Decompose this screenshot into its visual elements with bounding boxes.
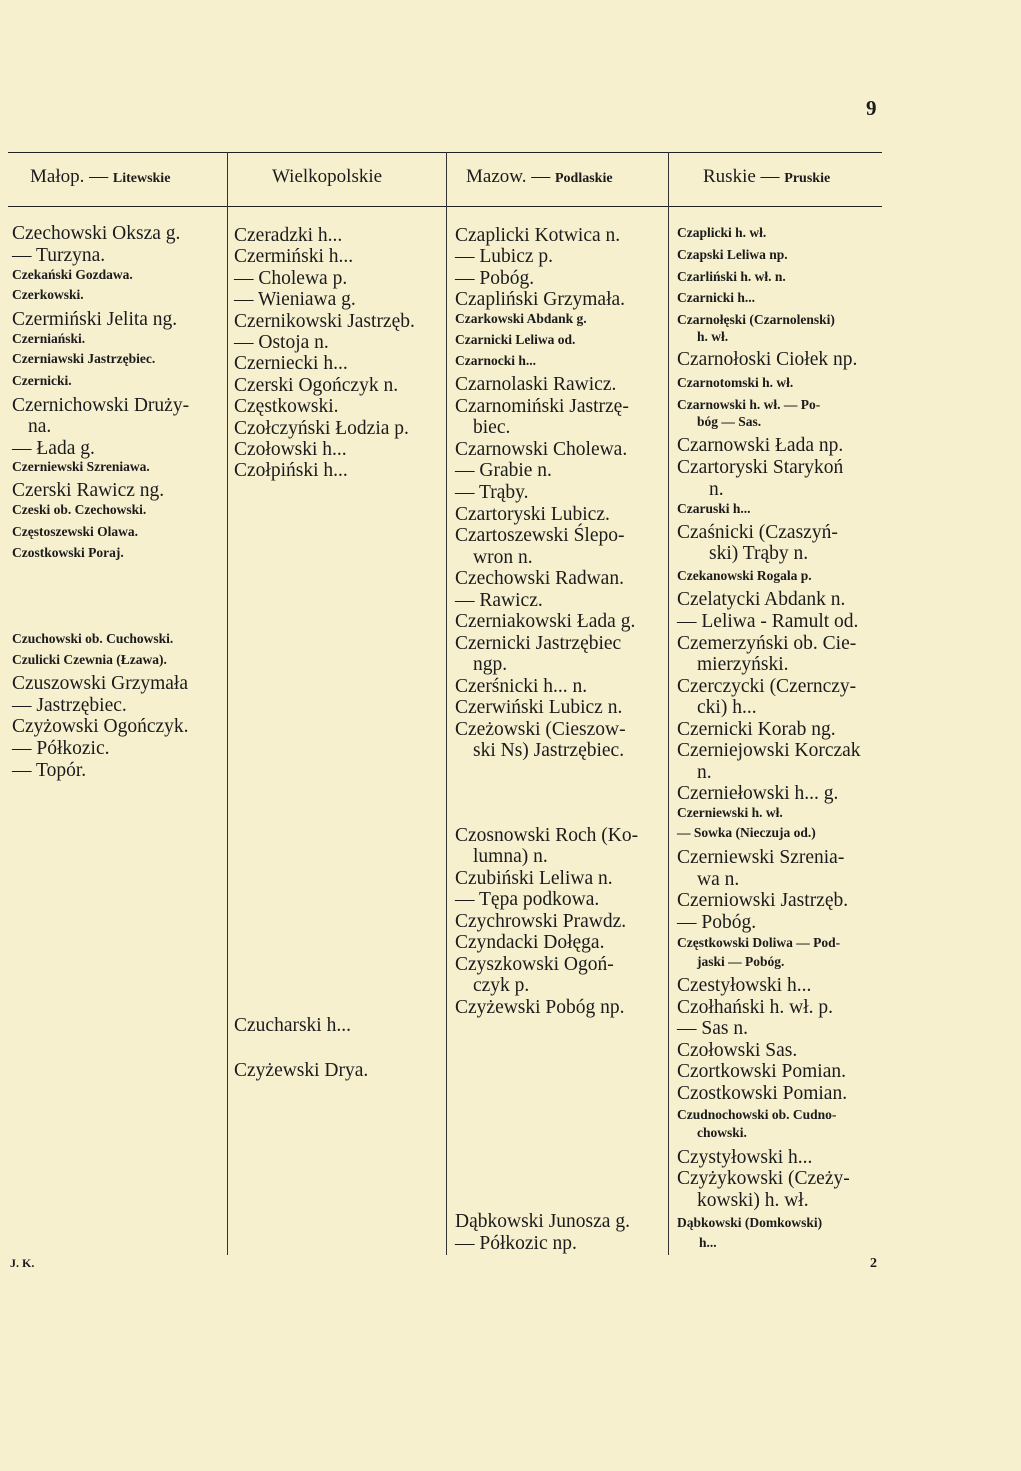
surname-entry: ski) Trąby n. [709, 543, 809, 564]
header-main: Małop. — [30, 166, 113, 187]
signature-mark: 2 [870, 1256, 877, 1271]
surname-entry: Czemerzyński ob. Cie- [677, 633, 857, 654]
surname-entry: Czekański Gozdawa. [12, 267, 133, 282]
surname-entry: Czerniański. [12, 331, 86, 346]
surname-entry: Czernicki Korab ng. [677, 719, 836, 740]
header-malopolskie [30, 166, 170, 188]
surname-entry: Czyżykowski (Czeży- [677, 1168, 850, 1189]
surname-entry: Czerniawski Jastrzębiec. [12, 351, 156, 366]
footer-initials: J. K. [10, 1256, 35, 1270]
surname-entry: Czerwiński Lubicz n. [455, 697, 623, 718]
surname-entry: ngp. [473, 654, 508, 675]
surname-entry: Czarnowski Łada np. [677, 435, 844, 456]
surname-entry: Czystyłowski h... [677, 1147, 813, 1168]
surname-entry: Czartoryski Lubicz. [455, 504, 610, 525]
surname-entry: — Topór. [12, 760, 87, 781]
surname-entry: — Tępa podkowa. [455, 889, 600, 910]
surname-entry: — Cholewa p. [234, 268, 348, 289]
surname-entry: Czerniakowski Łada g. [455, 611, 636, 632]
surname-entry: Czaruski h... [677, 501, 751, 516]
column-divider-3 [668, 152, 669, 1255]
surname-entry: — Łada g. [12, 438, 95, 459]
surname-entry: biec. [473, 417, 511, 438]
surname-entry: — Jastrzębiec. [12, 695, 127, 716]
surname-entry: Czarnomiński Jastrzę- [455, 396, 629, 417]
surname-entry: Czerski Rawicz ng. [12, 480, 165, 501]
surname-entry: — Rawicz. [455, 590, 543, 611]
surname-entry: Czyżowski Ogończyk. [12, 716, 189, 737]
surname-entry: Czerkowski. [12, 287, 84, 302]
header-ruskie [703, 166, 830, 188]
surname-entry: mierzyński. [697, 654, 789, 675]
surname-entry: Czernicki Jastrzębiec [455, 633, 622, 654]
surname-entry: lumna) n. [473, 846, 548, 867]
surname-entry: Czołhański h. wł. p. [677, 997, 833, 1018]
surname-entry: — Wieniawa g. [234, 289, 356, 310]
surname-entry: — Ostoja n. [234, 332, 329, 353]
surname-entry: Czermiński h... [234, 246, 354, 267]
surname-entry: Czapski Leliwa np. [677, 247, 788, 262]
surname-entry: Czarnowski h. wł. — Po- [677, 397, 821, 412]
surname-entry: Czubiński Leliwa n. [455, 868, 613, 889]
surname-entry: jaski — Pobóg. [697, 954, 785, 969]
surname-entry: na. [28, 416, 52, 437]
surname-entry: Czerniełowski h... g. [677, 783, 839, 804]
page-number: 9 [866, 96, 877, 120]
header-rule [8, 206, 882, 207]
surname-entry: czyk p. [473, 975, 530, 996]
surname-entry: Czortkowski Pomian. [677, 1061, 846, 1082]
surname-entry: — Pobóg. [677, 912, 757, 933]
surname-entry: Czelatycki Abdank n. [677, 589, 846, 610]
surname-entry: — Sowka (Nieczuja od.) [677, 825, 816, 840]
surname-entry: Czerśnicki h... n. [455, 676, 588, 697]
surname-entry: Czosnowski Roch (Ko- [455, 825, 639, 846]
surname-entry: Czekanowski Rogala p. [677, 568, 812, 583]
surname-entry: Czerniewski Szreniawa. [12, 459, 150, 474]
surname-entry: h. wł. [697, 329, 729, 344]
column-divider-1 [227, 152, 228, 1255]
surname-entry: Czarnotomski h. wł. [677, 375, 794, 390]
surname-entry: Czołowski h... [234, 439, 347, 460]
surname-entry: — Grabie n. [455, 460, 552, 481]
surname-entry: Czernicki. [12, 373, 72, 388]
header-sub: Pruskie [784, 171, 831, 186]
surname-entry: — Turzyna. [12, 245, 106, 266]
surname-entry: Czarnocki h... [455, 353, 536, 368]
surname-entry: Częstkowski Doliwa — Pod- [677, 935, 841, 950]
surname-entry: wron n. [473, 547, 533, 568]
surname-entry: — Lubicz p. [455, 246, 554, 267]
surname-entry: h... [699, 1235, 717, 1250]
surname-entry: Czerniewski Szrenia- [677, 847, 845, 868]
surname-entry: Czechowski Radwan. [455, 568, 624, 589]
surname-entry: — Półkozic np. [455, 1233, 577, 1254]
surname-entry: cki) h... [697, 697, 757, 718]
header-main: Ruskie — [703, 166, 785, 187]
surname-entry: n. [709, 479, 724, 500]
column-divider-2 [446, 152, 447, 1255]
surname-entry: — Półkozic. [12, 738, 110, 759]
surname-entry: Czuszowski Grzymała [12, 673, 188, 694]
header-wielkopolskie [272, 166, 382, 188]
surname-entry: Czarnołęski (Czarnolenski) [677, 312, 835, 327]
surname-entry: Czulicki Czewnia (Łzawa). [12, 652, 167, 667]
surname-entry: Czyżewski Pobóg np. [455, 997, 625, 1018]
surname-entry: bóg — Sas. [697, 414, 762, 429]
surname-entry: Czaplicki h. wł. [677, 225, 767, 240]
surname-entry: Czartoszewski Ślepo- [455, 525, 625, 546]
surname-entry: Czeski ob. Czechowski. [12, 502, 147, 517]
surname-entry: Dąbkowski (Domkowski) [677, 1215, 823, 1230]
surname-entry: — Pobóg. [455, 268, 535, 289]
surname-entry: Czerczycki (Czernczy- [677, 676, 857, 697]
surname-entry: Czudnochowski ob. Cudno- [677, 1107, 837, 1122]
surname-entry: chowski. [697, 1125, 747, 1140]
header-mazowieckie [466, 166, 613, 188]
surname-entry: Czarnicki h... [677, 290, 756, 305]
surname-entry: Czarliński h. wł. n. [677, 269, 786, 284]
surname-entry: Czołpiński h... [234, 460, 348, 481]
surname-entry: kowski) h. wł. [697, 1190, 809, 1211]
surname-entry: — Trąby. [455, 482, 529, 503]
surname-entry: Czerniejowski Korczak [677, 740, 861, 761]
surname-entry: Czapliński Grzymała. [455, 289, 626, 310]
surname-entry: Dąbkowski Junosza g. [455, 1211, 630, 1232]
surname-entry: Czostkowski Pomian. [677, 1083, 848, 1104]
surname-entry: Czartoryski Starykoń [677, 457, 844, 478]
surname-entry: Czołczyński Łodzia p. [234, 418, 409, 439]
surname-entry: Czaplicki Kotwica n. [455, 225, 621, 246]
surname-entry: Częstkowski. [234, 396, 339, 417]
top-rule [8, 152, 882, 153]
surname-entry: Czerniowski Jastrzęb. [677, 890, 849, 911]
surname-entry: Czaśnicki (Czaszyń- [677, 522, 838, 543]
surname-entry: Czyndacki Dołęga. [455, 932, 605, 953]
header-main: Mazow. — [466, 166, 555, 187]
header-sub: Podlaskie [555, 171, 613, 186]
surname-entry: Czechowski Oksza g. [12, 223, 181, 244]
surname-entry: Czychrowski Prawdz. [455, 911, 627, 932]
surname-entry: Czerski Ogończyk n. [234, 375, 399, 396]
surname-entry: Czerniecki h... [234, 353, 348, 374]
surname-entry: Czernikowski Jastrzęb. [234, 311, 415, 332]
surname-entry: Czarnołoski Ciołek np. [677, 349, 858, 370]
surname-entry: Czarkowski Abdank g. [455, 311, 587, 326]
surname-entry: — Leliwa - Ramult od. [677, 611, 859, 632]
surname-entry: Częstoszewski Olawa. [12, 524, 138, 539]
surname-entry: Czyszkowski Ogoń- [455, 954, 614, 975]
surname-entry: wa n. [697, 869, 740, 890]
surname-entry: Czołowski Sas. [677, 1040, 798, 1061]
surname-entry: Czucharski h... [234, 1015, 351, 1036]
surname-entry: Czostkowski Poraj. [12, 545, 124, 560]
surname-entry: Czarnowski Cholewa. [455, 439, 628, 460]
surname-entry: Czarnicki Leliwa od. [455, 332, 576, 347]
header-sub: Litewskie [112, 171, 171, 186]
surname-entry: ski Ns) Jastrzębiec. [473, 740, 625, 761]
surname-entry: Czerniewski h. wł. [677, 805, 783, 820]
surname-entry: Czarnolaski Rawicz. [455, 374, 617, 395]
header-main: Wielkopolskie [272, 166, 383, 187]
surname-entry: Czeżowski (Cieszow- [455, 719, 626, 740]
surname-entry: Czestyłowski h... [677, 975, 812, 996]
surname-entry: — Sas n. [677, 1018, 748, 1039]
surname-entry: Czyżewski Drya. [234, 1060, 369, 1081]
surname-entry: Czuchowski ob. Cuchowski. [12, 631, 174, 646]
surname-entry: Czernichowski Druży- [12, 395, 190, 416]
surname-entry: Czermiński Jelita ng. [12, 309, 178, 330]
surname-entry: n. [697, 762, 712, 783]
surname-entry: Czeradzki h... [234, 225, 343, 246]
